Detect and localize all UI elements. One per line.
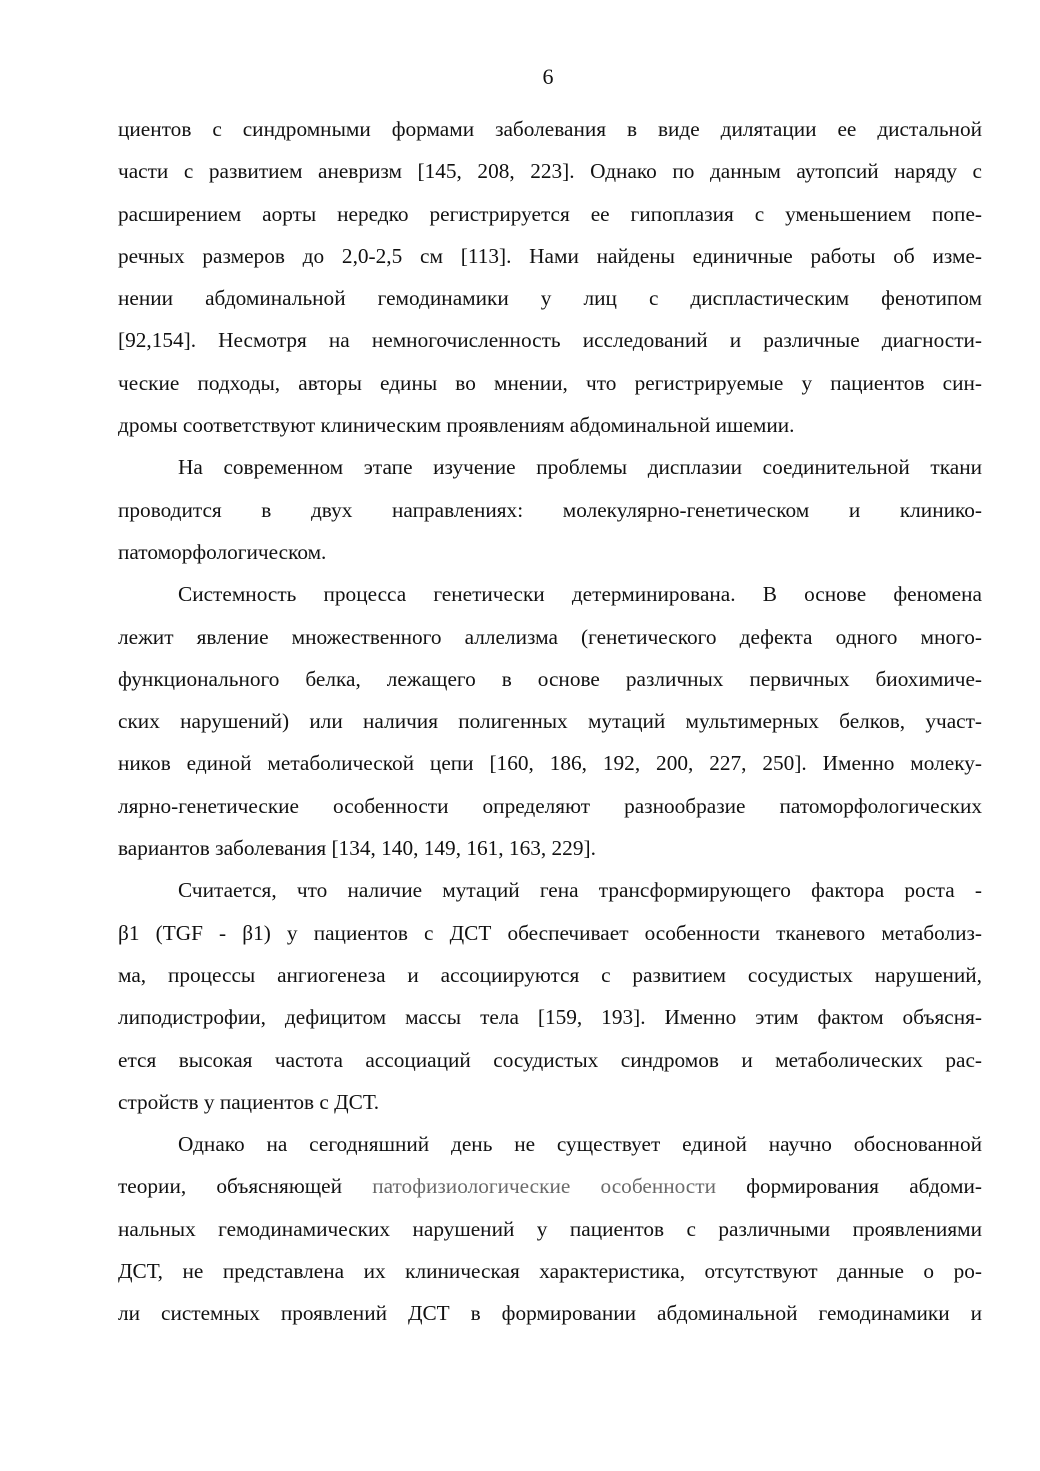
- text-line: ческие подходы, авторы едины во мнении, что регистрируемые у пациентов син-: [118, 370, 982, 395]
- text-line: липодистрофии, дефицитом массы тела [159, 193]. Именно этим фактом объясня-: [118, 1005, 982, 1030]
- text-line: нальных гемодинамических нарушений у пациентов с различными проявлениями: [118, 1216, 982, 1241]
- text-line: На современном этапе изучение проблемы дисплазии соединительной ткани: [178, 455, 982, 480]
- text-line: лежит явление множественного аллелизма (генетического дефекта одного много-: [118, 624, 982, 649]
- text-line: вариантов заболевания [134, 140, 149, 161, 163, 229].: [118, 836, 596, 861]
- text-line: ма, процессы ангиогенеза и ассоциируются с развитием сосудистых нарушений,: [118, 962, 982, 987]
- text-line: речных размеров до 2,0-2,5 см [113]. Нами найдены единичные работы об изме-: [118, 243, 982, 268]
- text-line: проводится в двух направлениях: молекулярно-генетическом и клинико-: [118, 497, 982, 522]
- text-line: Считается, что наличие мутаций гена трансформирующего фактора роста -: [178, 878, 982, 903]
- text-line: лярно-генетические особенности определяют разнообразие патоморфологических: [118, 793, 982, 818]
- line-segment: формирования абдоми-: [715, 1174, 983, 1199]
- text-line: ников единой метаболической цепи [160, 186, 192, 200, 227, 250]. Именно молеку-: [118, 751, 982, 776]
- line-segment: теории, объясняющей: [118, 1174, 373, 1199]
- text-line: [92,154]. Несмотря на немногочисленность исследований и различные диагности-: [118, 328, 982, 353]
- text-line: ДСТ, не представлена их клиническая характеристика, отсутствуют данные о ро-: [118, 1259, 982, 1284]
- text-line: расширением аорты нередко регистрируется ее гипоплазия с уменьшением попе-: [118, 201, 982, 226]
- text-line: ли системных проявлений ДСТ в формировании абдоминальной гемодинамики и: [118, 1301, 982, 1326]
- text-line: Однако на сегодняшний день не существует единой научно обоснованной: [178, 1132, 982, 1157]
- text-line-highlighted: [118, 1165, 982, 1207]
- text-line: ется высокая частота ассоциаций сосудистых синдромов и метаболических рас-: [118, 1047, 982, 1072]
- text-line: нении абдоминальной гемодинамики у лиц с диспластическим фенотипом: [118, 286, 982, 311]
- text-line: патоморфологическом.: [118, 539, 327, 564]
- text-line: циентов с синдромными формами заболевания в виде дилятации ее дистальной: [118, 117, 982, 141]
- text-line: β1 (TGF - β1) у пациентов с ДСТ обеспечивает особенности тканевого метаболиз-: [118, 920, 982, 945]
- body-text: [118, 108, 982, 1335]
- highlighted-term: патофизиологические особенности: [372, 1174, 716, 1199]
- page-number: 6: [542, 64, 554, 89]
- text-line: части с развитием аневризм [145, 208, 223]. Однако по данным аутопсий наряду с: [118, 159, 982, 184]
- text-line: функционального белка, лежащего в основе различных первичных биохимиче-: [118, 666, 982, 691]
- text-line: Системность процесса генетически детерминирована. В основе феномена: [178, 582, 982, 607]
- text-line: стройств у пациентов с ДСТ.: [118, 1089, 380, 1114]
- text-line: дромы соответствуют клиническим проявлениям абдоминальной ишемии.: [118, 413, 795, 438]
- text-line: ских нарушений) или наличия полигенных мутаций мультимерных белков, участ-: [118, 709, 982, 734]
